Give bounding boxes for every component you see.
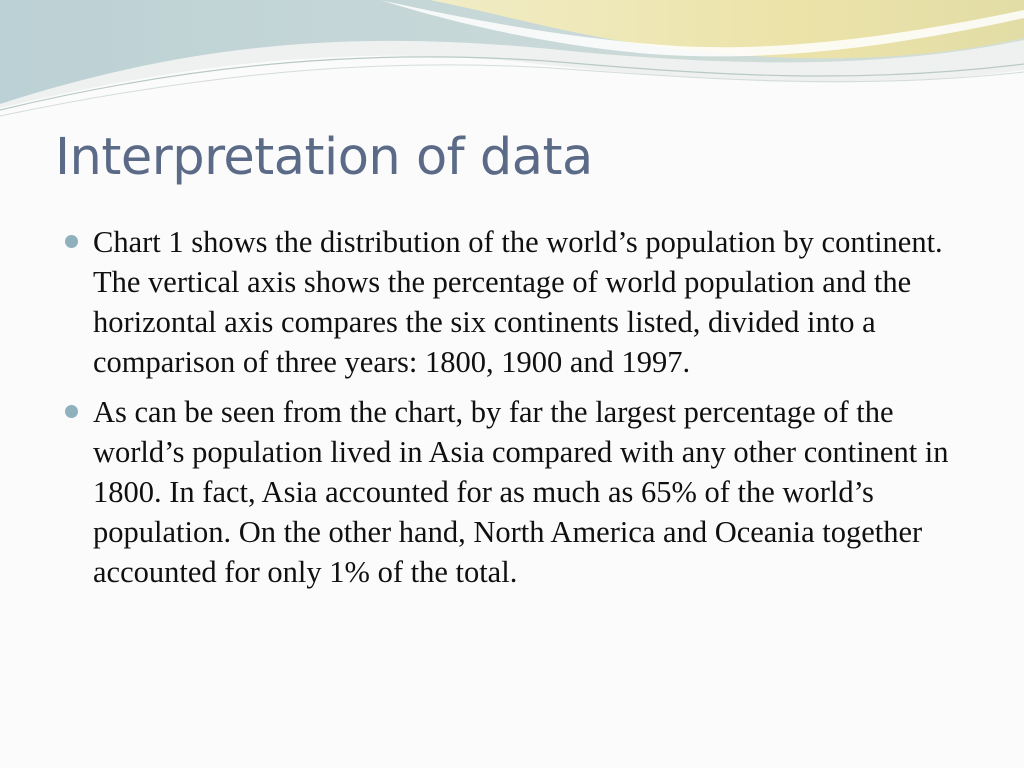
- bullet-dot-icon: [65, 405, 78, 418]
- bullet-item: [62, 222, 992, 382]
- bullet-list: [62, 222, 992, 602]
- bullet-dot-icon: [65, 235, 78, 248]
- bullet-item: [62, 392, 992, 592]
- slide-title: Interpretation of data: [55, 128, 593, 187]
- bullet-text: Chart 1 shows the distribution of the world’s population by continent. The vertical axis shows the percentage of world population and the horizontal axis compares the six continents listed, divided into a comparison of three years: 1800, 1900 and 1997.: [93, 225, 943, 379]
- header-wave-decoration: [0, 0, 1024, 130]
- bullet-text: As can be seen from the chart, by far the largest percentage of the world’s population lived in Asia compared with any other continent in 1800. In fact, Asia accounted for as much as 65% of the world’s population. On the other hand, North America and Oceania together accounted for only 1% of the total.: [93, 395, 949, 589]
